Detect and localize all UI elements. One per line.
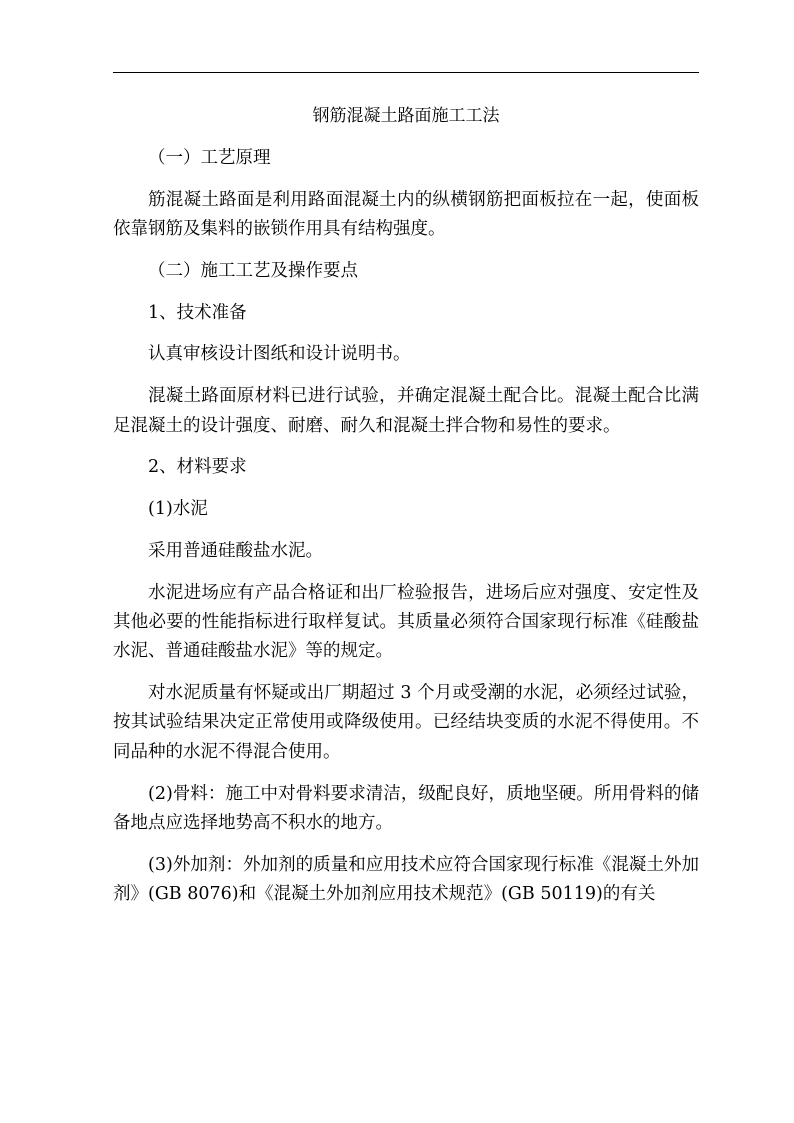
item-cement-heading: (1)水泥 [148,499,208,520]
paragraph-cement-type: 采用普通硅酸盐水泥。 [148,540,323,561]
subheading-technical-prep: 1、技术准备 [148,302,247,323]
header-rule [113,72,699,73]
section-heading-process: （二）施工工艺及操作要点 [148,260,358,281]
paragraph-aggregate: (2)骨料：施工中对骨料要求清洁，级配良好，质地坚硬。所用骨料的储备地点应选择地势高不积水的地方。 [113,783,699,833]
document-title: 钢筋混凝土路面施工工法 [312,106,500,126]
paragraph-mix-ratio: 混凝土路面原材料已进行试验，并确定混凝土配合比。混凝土配合比满足混凝土的设计强度、耐磨、耐久和混凝土拌合物和易性的要求。 [113,386,699,436]
subheading-material-requirements: 2、材料要求 [148,457,247,478]
paragraph-principle: 筋混凝土路面是利用路面混凝土内的纵横钢筋把面板拉在一起，使面板依靠钢筋及集料的嵌锁作用具有结构强度。 [113,189,699,240]
paragraph-review-drawings: 认真审核设计图纸和设计说明书。 [148,344,411,365]
section-heading-principle: （一）工艺原理 [148,148,271,168]
paragraph-cement-inspection: 水泥进场应有产品合格证和出厂检验报告，进场后应对强度、安定性及其他必要的性能指标进行取样复试。其质量必须符合国家现行标准《硅酸盐水泥、普通硅酸盐水泥》等的规定。 [113,582,699,662]
document-body [113,144,699,922]
paragraph-cement-quality: 对水泥质量有怀疑或出厂期超过 3 个月或受潮的水泥，必须经过试验，按其试验结果决定正常使用或降级使用。已经结块变质的水泥不得使用。不同品种的水泥不得混合使用。 [113,683,699,762]
paragraph-admixture: (3)外加剂：外加剂的质量和应用技术应符合国家现行标准《混凝土外加剂》(GB 8076)和《混凝土外加剂应用技术规范》(GB 50119)的有关 [113,854,699,904]
